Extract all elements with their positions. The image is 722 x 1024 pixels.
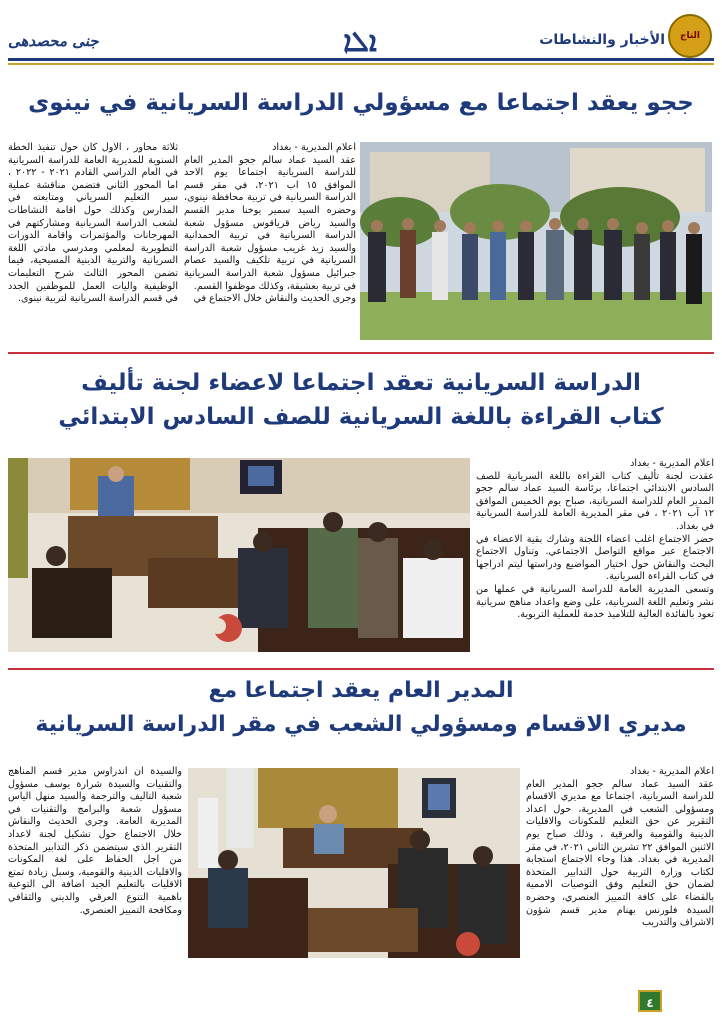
header-rule-gold — [8, 63, 714, 65]
article1-source: اعلام المديرية - بغداد — [272, 142, 356, 153]
article1-headline: ججو يعقد اجتماعا مع مسؤولي الدراسة السريانية في نينوى — [28, 90, 694, 116]
article3-col-left — [8, 766, 182, 972]
article2-headline-line1: الدراسة السريانية تعقد اجتماعا لاعضاء لجنة تأليف — [81, 370, 641, 396]
article1-col-left — [8, 142, 178, 348]
article1-group-photo — [360, 142, 712, 340]
article3-meeting-photo — [188, 768, 520, 958]
header-rule — [8, 58, 714, 61]
article2-meeting-photo — [8, 458, 470, 652]
article3-source: اعلام المديرية - بغداد — [630, 766, 714, 777]
header-center-title: ܐܠܐ — [343, 25, 377, 58]
article2-body-1: عقدت لجنة تأليف كتاب القراءة باللغة السريانية للصف السادس الابتدائي اجتماعا، برئاسة السيد عماد سالم ججو المدير العام للدراسة السريانية، صباح يوم الخميس الموافق ١٢ آب ٢٠٢١ ، في مقر المديرية العامة للدراسة السريانية في بغداد. — [476, 470, 715, 532]
article1-body-right: عقد السيد عماد سالم ججو المدير العام للدراسة السريانية اجتماعا يوم الاحد الموافق ١٥ اب ٢٠٢١، في مقر قسم الدراسة السريانية في تربية محافظة نينوى، وحضره السيد سمير يوخنا مدير القسم والسيد رياض قرياقوس مسؤول شعبة الدراسة السريانية في تربية الحمدانية والسيد زيد غريب مسؤول شعبة الدراسة السريانية في تربية تلكيف والسيد عصام جبرائيل مسؤول شعبة الدراسة السريانية في تربية بعشيقة، وكذلك موظفوا القسم. — [184, 154, 356, 292]
article2-headline-line2: كتاب القراءة باللغة السريانية للصف السادس الابتدائي — [58, 404, 664, 430]
article3-headline-line2: مديري الاقسام ومسؤولي الشعب في مقر الدراسة السريانية — [35, 712, 687, 737]
article3-body-left: والسيدة ان اندراوس مدير قسم المناهج والتقنيات والسيدة شرارة يوسف مسؤول شعبة التاليف والترجمة والسيد منهل الياس مسؤول شعبة والبرامج والتقنيات في المديرية العامة. وجرى الحديث والنقاش خلال الاجتماع حول تشكيل لجنة لاعداد التقرير الذي سيتضمن ذكر التدابير المتخذة من اجل الحفاظ على لغة المكونات والاقليات الدينية والقومية، وسبل زيادة تمتع الاقليات بالتعليم الجيد اضافة الى التوعية باهمية التنوع العرقي والديني والثقافي ومكافحة التمييز العنصري. — [8, 766, 182, 916]
header-section-title: الأخبار والنشاطات — [539, 32, 665, 48]
article2-body-3: وتسعى المديرية العامة للدراسة السريانية في عملها من نشر وتعليم اللغة السريانية، على وضع واعداد مناهج سريانية تعود بالفائدة العالية للتلاميذ خدمة للعملية التربوية. — [476, 583, 714, 621]
article2-source: اعلام المديرية - بغداد — [630, 458, 714, 469]
header-left-title: جنى محصدهى — [8, 32, 99, 50]
article2-body-2: حضر الاجتماع اغلب اعضاء اللجنة وشارك بقية الاعضاء في الاجتماع عبر مواقع التواصل الاجتماعي. وتناول الاجتماع البحث والنقاش حول اختيار المواضيع ودراستها ليتم ادراجها في كتاب القراءة السريانية. — [476, 533, 714, 583]
page-number: ٤ — [638, 990, 662, 1012]
section-divider-2 — [8, 668, 714, 670]
article3-headline-line1: المدير العام يعقد اجتماعا مع — [208, 678, 514, 703]
article1-body-left: ثلاثة محاور ، الاول كان حول تنفيذ الخطة السنوية للمديرية العامة للدراسة السريانية في العام الدراسي القادم ٢٠٢١ - ٢٠٢٢ ، اما المحور الثاني فتضمن مناقشة عملية سير التعليم السرياني ومتابعته في المدارس وكذلك حول اقامة النشاطات لشعب الدراسة السريانية ومشاركتهم في المهرجانات والمؤتمرات واقامة الدورات التطويرية لمعلمي ومدرسي مادتي اللغة السريانية والتربية الدينية المسيحية، فيما تضمن المحور الثالث شرح التعليمات الوظيفية واليات العمل للموظفين الجدد في قسم الدراسة السريانية لتربية نينوى. — [8, 142, 178, 305]
article2-text-column — [476, 458, 714, 670]
article1-body-right-tail: وجرى الحديث والنقاش خلال الاجتماع في — [193, 293, 356, 305]
article1-col-middle — [184, 142, 356, 348]
crown-logo-icon: التاج — [668, 14, 712, 58]
section-divider-1 — [8, 352, 714, 354]
article3-col-right — [526, 766, 714, 972]
article3-body-right: عقد السيد عماد سالم ججو المدير العام للدراسة السريانية، اجتماعا مع مديري الاقسام ومسؤولي الشعب في المديرية، حول اعداد التقرير عن حق التعليم للمكونات والاقليات الدينية والقومية والعرقية ، وذلك صباح يوم الاثنين الموافق ٢٢ تشرين الثاني ٢٠٢١، في مقر المديرية في بغداد. هذا وجاء الاجتماع استجابة لكتاب وزارة التربية حول التدابير المتخذة لضمان حق التعليم وفق التوصيات الاممية بالقضاء على كافة التمييز العنصري، وحضره السيدة فلورنس بهنام مدير قسم شؤون الاشراف والتدريب — [526, 778, 714, 929]
